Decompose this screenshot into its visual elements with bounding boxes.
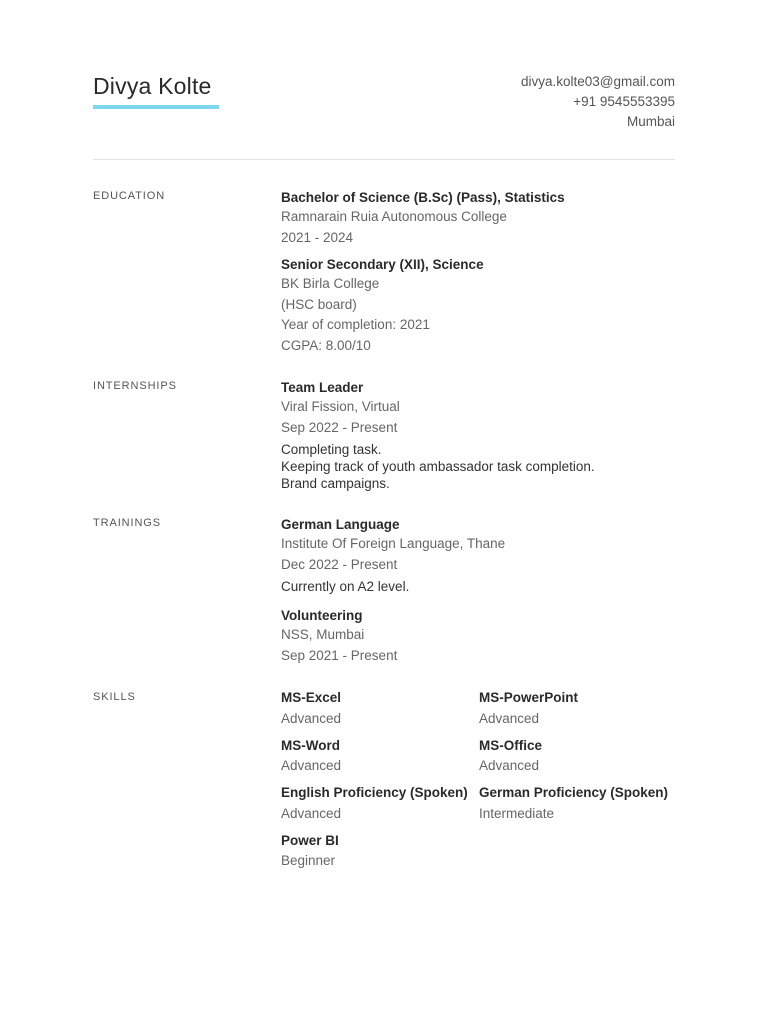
skill-item: [479, 738, 675, 777]
entry-institution: Ramnarain Ruia Autonomous College: [281, 209, 507, 224]
training-entries: [281, 516, 675, 674]
section-label-internships: INTERNSHIPS: [93, 380, 177, 392]
entry-title: German Language: [281, 517, 400, 532]
skill-level: Advanced: [281, 758, 342, 773]
description-line: Brand campaigns.: [281, 476, 390, 491]
entry-completion: Year of completion: 2021: [281, 317, 430, 332]
skill-level: Intermediate: [479, 805, 555, 821]
skills-list: [281, 690, 675, 871]
entry-cgpa: CGPA: 8.00/10: [281, 337, 371, 353]
resume-header: [93, 72, 675, 132]
header-divider: [93, 159, 675, 160]
section-label-trainings: TRAININGS: [93, 517, 161, 529]
entry-dates: 2021 - 2024: [281, 229, 354, 245]
skill-item: [281, 690, 479, 729]
description-line: Currently on A2 level.: [281, 579, 410, 594]
skill-item: [281, 833, 479, 872]
entry-description: [281, 441, 675, 492]
entry-organization: Viral Fission, Virtual: [281, 399, 400, 414]
entry-board: (HSC board): [281, 296, 357, 312]
entry-organization: Institute Of Foreign Language, Thane: [281, 536, 506, 551]
entry-title: Team Leader: [281, 380, 364, 395]
entry-title: Bachelor of Science (B.Sc) (Pass), Statistics: [281, 190, 565, 205]
section-label-skills: SKILLS: [93, 691, 136, 703]
skill-item: [281, 738, 479, 777]
education-entry: [281, 256, 675, 356]
entry-title: Volunteering: [281, 608, 363, 623]
entry-dates: Sep 2022 - Present: [281, 419, 398, 435]
skill-level: Advanced: [479, 710, 540, 726]
skill-name: English Proficiency (Spoken): [281, 785, 468, 800]
entry-title: Senior Secondary (XII), Science: [281, 257, 484, 272]
training-entry: [281, 516, 675, 595]
education-entry: [281, 189, 675, 248]
education-entries: [281, 189, 675, 364]
skill-name: MS-Office: [479, 737, 543, 753]
city-text: Mumbai: [626, 114, 675, 129]
skill-name: MS-PowerPoint: [479, 690, 579, 705]
skill-name: MS-Excel: [281, 690, 342, 705]
skill-level: Beginner: [281, 853, 336, 868]
internship-entry: [281, 379, 675, 492]
skill-item: [281, 785, 479, 824]
skill-level: Advanced: [281, 805, 342, 821]
entry-organization: NSS, Mumbai: [281, 627, 365, 642]
skill-name: German Proficiency (Spoken): [479, 785, 669, 800]
phone-text: +91 9545553395: [573, 94, 675, 109]
entry-dates: Sep 2021 - Present: [281, 647, 398, 663]
skill-name: Power BI: [281, 832, 339, 848]
section-label-education: EDUCATION: [93, 190, 166, 202]
entry-institution: BK Birla College: [281, 276, 380, 291]
entry-dates: Dec 2022 - Present: [281, 556, 398, 572]
email-text: divya.kolte03@gmail.com: [520, 74, 675, 89]
skill-item: [479, 690, 675, 729]
skill-item: [479, 785, 675, 824]
contact-info: [521, 72, 675, 132]
skill-level: Advanced: [479, 758, 540, 773]
internship-entries: [281, 379, 675, 500]
name-underline-accent: [93, 105, 219, 109]
description-line: Keeping track of youth ambassador task completion.: [281, 459, 595, 474]
skill-level: Advanced: [281, 710, 342, 726]
skill-name: MS-Word: [281, 737, 340, 753]
training-entry: [281, 607, 675, 666]
candidate-name: Divya Kolte: [93, 73, 212, 99]
entry-description: [281, 578, 675, 595]
description-line: Completing task.: [281, 442, 382, 457]
